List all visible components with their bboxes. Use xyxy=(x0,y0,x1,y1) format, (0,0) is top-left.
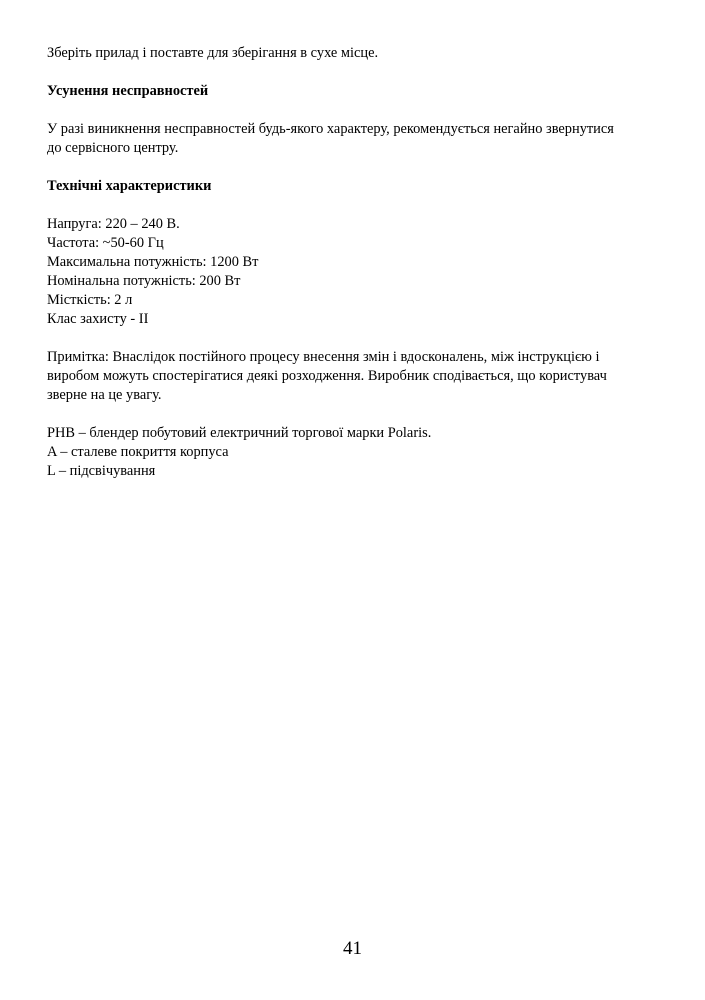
spec-nominal-power: Номінальна потужність: 200 Вт xyxy=(47,273,241,289)
spec-max-power: Максимальна потужність: 1200 Вт xyxy=(47,254,259,270)
spacer xyxy=(47,158,657,177)
note-line: виробом можуть спостерігатися деякі розходження. Виробник сподівається, що користувач xyxy=(47,368,607,384)
troubleshooting-paragraph xyxy=(47,120,657,158)
spacer xyxy=(47,329,657,348)
troubleshooting-line: до сервісного центру. xyxy=(47,140,179,156)
model-legend xyxy=(47,424,657,481)
spec-frequency: Частота: ~50-60 Гц xyxy=(47,235,164,251)
spec-capacity: Місткість: 2 л xyxy=(47,292,133,308)
note-paragraph xyxy=(47,348,657,405)
spacer xyxy=(47,101,657,120)
specs-heading: Технічні характеристики xyxy=(47,178,212,194)
note-line: Примітка: Внаслідок постійного процесу внесення змін і вдосконалень, між інструкцією і xyxy=(47,349,600,365)
page-number: 41 xyxy=(343,938,362,959)
specs-list xyxy=(47,215,657,329)
spacer xyxy=(47,63,657,82)
troubleshooting-heading: Усунення несправностей xyxy=(47,83,209,99)
spec-voltage: Напруга: 220 – 240 В. xyxy=(47,216,180,232)
spacer xyxy=(47,405,657,424)
troubleshooting-line: У разі виникнення несправностей будь-якого характеру, рекомендується негайно звернутися xyxy=(47,121,614,137)
spec-protection-class: Клас захисту - II xyxy=(47,311,149,327)
spacer xyxy=(47,196,657,215)
legend-item: A – сталеве покриття корпуса xyxy=(47,444,229,460)
legend-item: L – підсвічування xyxy=(47,463,156,479)
storage-instruction: Зберіть прилад і поставте для зберігання в сухе місце. xyxy=(47,45,379,61)
legend-item: PHB – блендер побутовий електричний торгової марки Polaris. xyxy=(47,425,432,441)
document-page xyxy=(47,44,657,481)
note-line: зверне на це увагу. xyxy=(47,387,162,403)
